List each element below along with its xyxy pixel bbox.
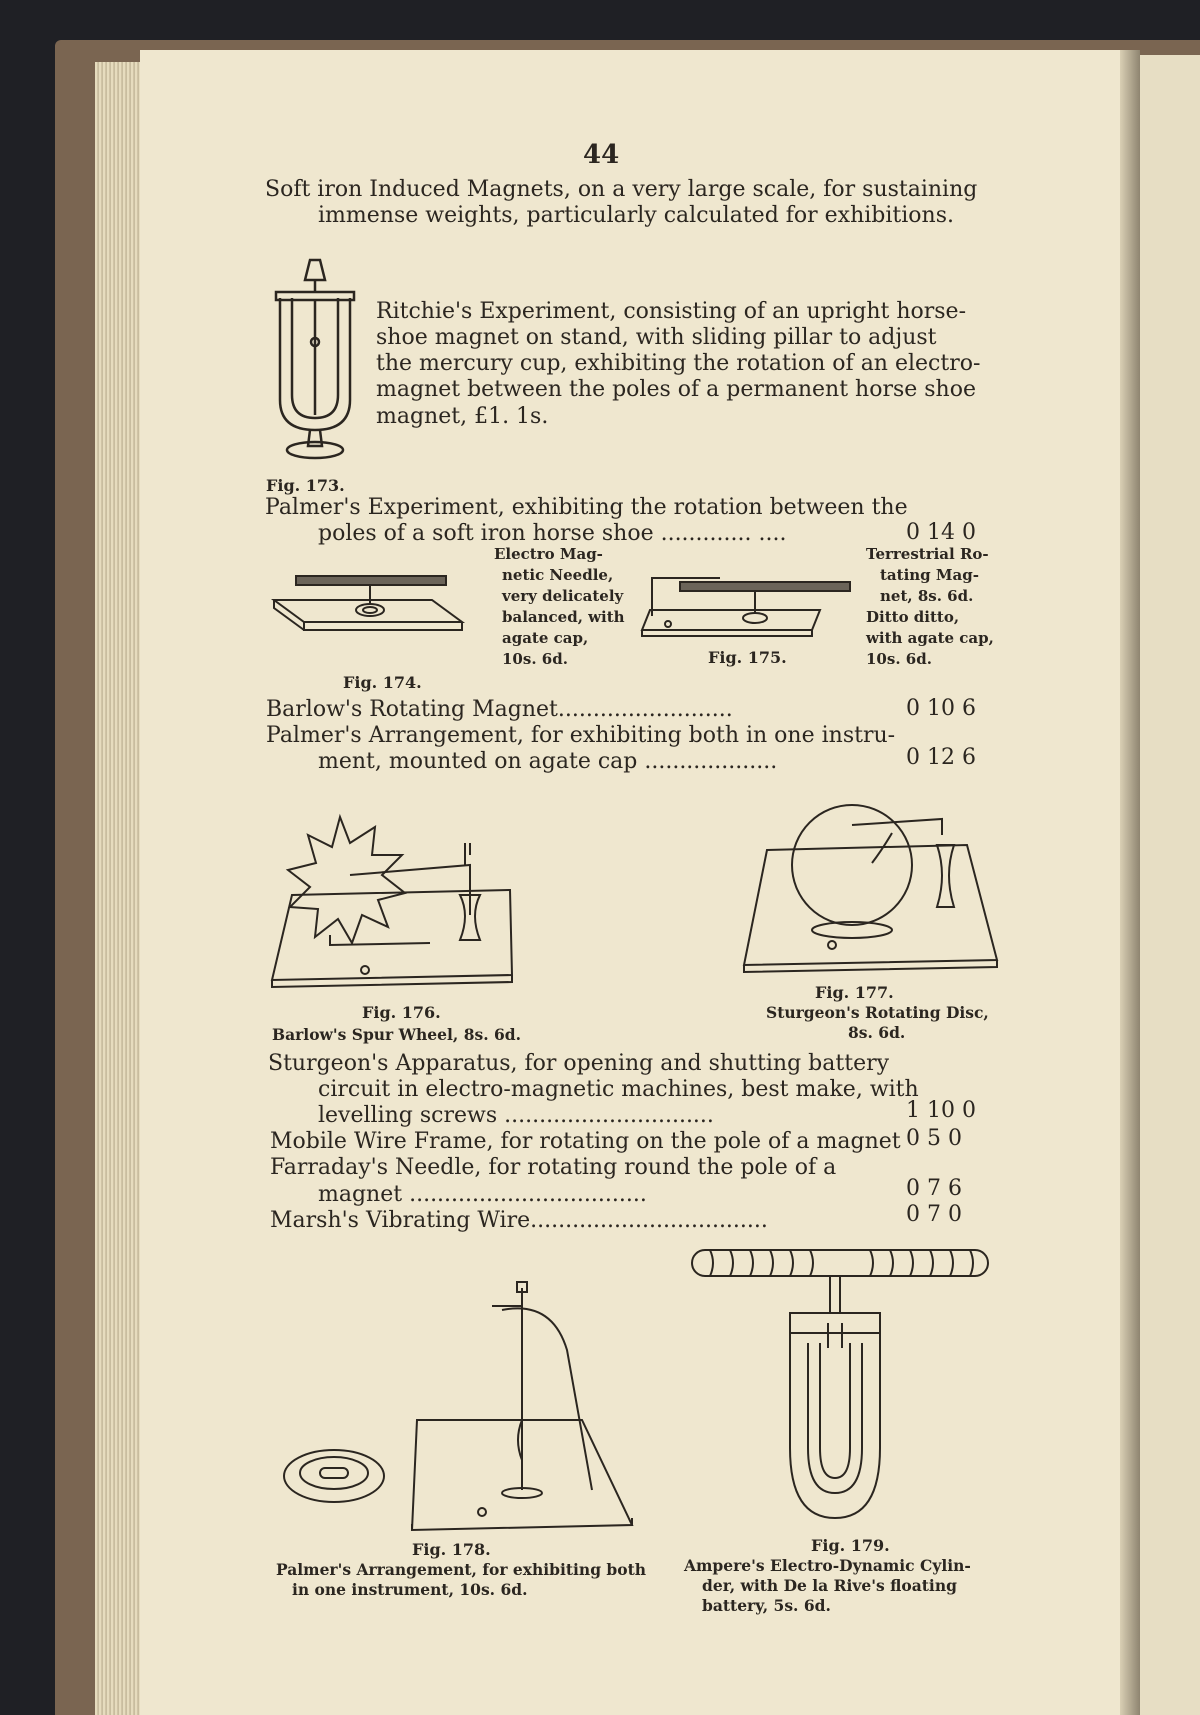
fig-179-label: Fig. 179.: [811, 1536, 890, 1555]
fig-178-caption-2: in one instrument, 10s. 6d.: [292, 1580, 528, 1599]
marsh-text: Marsh's Vibrating Wire..................................: [270, 1208, 768, 1233]
fig-177-caption-1: Sturgeon's Rotating Disc,: [766, 1003, 989, 1022]
fig-177-label: Fig. 177.: [815, 983, 894, 1002]
fig-179-caption-2: der, with De la Rive's floating: [702, 1576, 957, 1595]
palmer-experiment-line-1: Palmer's Experiment, exhibiting the rotation between the: [265, 495, 908, 520]
fig-179-caption-3: battery, 5s. 6d.: [702, 1596, 831, 1615]
fig-175-illustration: [640, 570, 855, 642]
farraday-line-1: Farraday's Needle, for rotating round the pole of a: [270, 1155, 837, 1180]
fig-173-illustration: [270, 250, 360, 460]
fig-176-caption: Barlow's Spur Wheel, 8s. 6d.: [272, 1025, 522, 1044]
fig-179-illustration: [690, 1248, 990, 1533]
page-number: 44: [583, 140, 620, 170]
electro-caption-6: 10s. 6d.: [502, 650, 568, 668]
electro-caption-3: very delicately: [502, 587, 624, 605]
farraday-line-2: magnet ..................................: [318, 1182, 647, 1207]
terrestrial-caption-5: with agate cap,: [866, 629, 994, 647]
mobile-wire-price: 0 5 0: [906, 1126, 962, 1151]
fig-177-caption-2: 8s. 6d.: [848, 1023, 906, 1042]
fig-175-label: Fig. 175.: [708, 648, 787, 667]
electro-caption-2: netic Needle,: [502, 566, 614, 584]
sturgeon-line-3: levelling screws ..............................: [318, 1103, 714, 1128]
fig-176-illustration: [270, 815, 530, 995]
electro-caption-4: balanced, with: [502, 608, 625, 626]
mobile-wire-text: Mobile Wire Frame, for rotating on the pole of a magnet: [270, 1129, 901, 1154]
ritchie-line-3: the mercury cup, exhibiting the rotation of an electro-: [376, 351, 981, 376]
fig-178-label: Fig. 178.: [412, 1540, 491, 1559]
ritchie-line-1: Ritchie's Experiment, consisting of an upright horse-: [376, 299, 967, 324]
marsh-price: 0 7 0: [906, 1202, 962, 1227]
sturgeon-line-1: Sturgeon's Apparatus, for opening and shutting battery: [268, 1051, 890, 1076]
intro-line-2: immense weights, particularly calculated for exhibitions.: [318, 203, 954, 228]
fig-174-label: Fig. 174.: [343, 673, 422, 692]
ritchie-line-2: shoe magnet on stand, with sliding pillar to adjust: [376, 325, 937, 350]
fig-173-label: Fig. 173.: [266, 476, 345, 495]
fig-176-label: Fig. 176.: [362, 1003, 441, 1022]
sturgeon-line-2: circuit in electro-magnetic machines, best make, with: [318, 1077, 919, 1102]
barlow-price: 0 10 6: [906, 696, 976, 721]
electro-caption-1: Electro Mag-: [494, 545, 603, 563]
page-gutter: [1120, 50, 1140, 1715]
palmer-arrangement-line-1: Palmer's Arrangement, for exhibiting both in one instru-: [266, 723, 896, 748]
palmer-experiment-line-2: poles of a soft iron horse shoe ............. ....: [318, 521, 787, 546]
terrestrial-caption-2: tating Mag-: [880, 566, 979, 584]
fig-178-caption-1: Palmer's Arrangement, for exhibiting both: [276, 1560, 647, 1579]
palmer-experiment-price: 0 14 0: [906, 520, 976, 545]
fig-174-illustration: [272, 570, 467, 640]
terrestrial-caption-3: net, 8s. 6d.: [880, 587, 974, 605]
intro-line-1: Soft iron Induced Magnets, on a very large scale, for sustaining: [265, 177, 978, 202]
farraday-price: 0 7 6: [906, 1176, 962, 1201]
ritchie-line-4: magnet between the poles of a permanent horse shoe: [376, 377, 976, 402]
ritchie-line-5: magnet, £1. 1s.: [376, 404, 549, 429]
fig-177-illustration: [742, 805, 1002, 975]
palmer-arrangement-line-2: ment, mounted on agate cap ...................: [318, 749, 778, 774]
sturgeon-price: 1 10 0: [906, 1098, 976, 1123]
terrestrial-caption-6: 10s. 6d.: [866, 650, 932, 668]
fig-179-caption-1: Ampere's Electro-Dynamic Cylin-: [684, 1556, 971, 1575]
palmer-arrangement-price: 0 12 6: [906, 745, 976, 770]
terrestrial-caption-1: Terrestrial Ro-: [866, 545, 989, 563]
terrestrial-caption-4: Ditto ditto,: [866, 608, 960, 626]
facing-page: [1140, 55, 1200, 1715]
electro-caption-5: agate cap,: [502, 629, 589, 647]
fig-178-illustration: [282, 1280, 642, 1530]
barlow-text: Barlow's Rotating Magnet.........................: [266, 697, 733, 722]
